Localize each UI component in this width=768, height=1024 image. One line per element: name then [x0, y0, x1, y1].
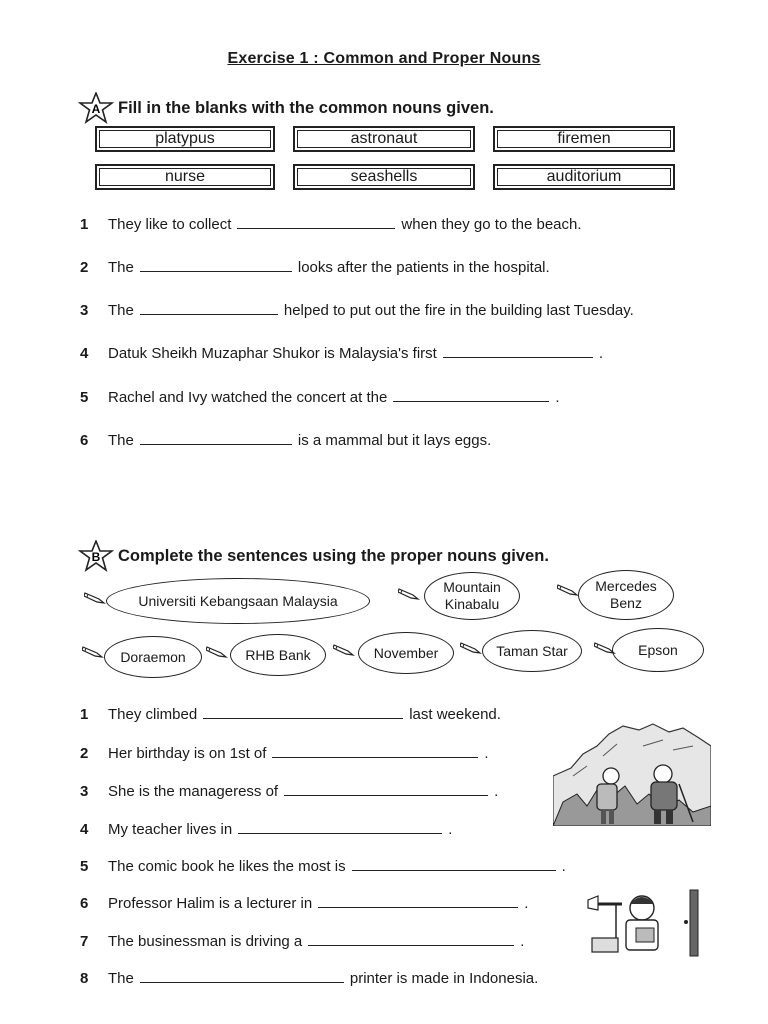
answer-blank[interactable]: [238, 821, 442, 834]
pencil-icon: [333, 642, 355, 656]
pencil-icon: [206, 644, 228, 658]
question-number: 7: [80, 933, 89, 950]
question-text: .: [561, 858, 566, 875]
section-b-instruction: Complete the sentences using the proper nouns given.: [118, 546, 549, 565]
answer-blank[interactable]: [284, 783, 488, 796]
answer-blank[interactable]: [393, 389, 549, 402]
question-text: helped to put out the fire in the building last Tuesday.: [283, 302, 634, 319]
question-b-6: [80, 895, 528, 912]
question-number: 5: [80, 389, 89, 406]
question-number: 1: [80, 216, 89, 233]
question-text: Her birthday is on 1st of: [108, 745, 267, 762]
word-box-astronaut: astronaut: [293, 126, 475, 152]
mountain-climbers-illustration: [553, 716, 711, 826]
pencil-icon: [84, 590, 106, 604]
question-text: They like to collect: [108, 216, 232, 233]
question-number: 5: [80, 858, 89, 875]
section-a-badge: A: [91, 102, 101, 116]
word-oval-mercedes-benz: Mercedes Benz: [578, 570, 674, 620]
word-oval-epson: Epson: [612, 628, 704, 672]
answer-blank[interactable]: [272, 745, 478, 758]
question-number: 4: [80, 821, 89, 838]
boy-reading-illustration: [586, 888, 702, 958]
answer-blank[interactable]: [140, 970, 344, 983]
section-b-heading: [78, 540, 549, 572]
star-badge-icon: [78, 540, 114, 572]
question-b-4: [80, 821, 452, 838]
question-text: The: [108, 970, 134, 987]
question-a-2: [80, 259, 550, 276]
answer-blank[interactable]: [140, 432, 292, 445]
question-number: 3: [80, 783, 89, 800]
star-badge-icon: [78, 92, 114, 124]
question-text: Rachel and Ivy watched the concert at the: [108, 389, 388, 406]
answer-blank[interactable]: [203, 706, 403, 719]
answer-blank[interactable]: [318, 895, 518, 908]
answer-blank[interactable]: [308, 933, 514, 946]
question-text: Datuk Sheikh Muzaphar Shukor is Malaysia's first: [108, 345, 437, 362]
question-a-3: [80, 302, 634, 319]
question-number: 2: [80, 745, 89, 762]
question-text: Professor Halim is a lecturer in: [108, 895, 313, 912]
pencil-icon: [460, 640, 482, 654]
word-oval-doraemon: Doraemon: [104, 636, 202, 678]
pencil-icon: [82, 644, 104, 658]
question-text: is a mammal but it lays eggs.: [297, 432, 492, 449]
question-number: 8: [80, 970, 89, 987]
question-text: .: [555, 389, 560, 406]
question-text: .: [520, 933, 525, 950]
word-box-platypus: platypus: [95, 126, 275, 152]
word-box-firemen: firemen: [493, 126, 675, 152]
word-oval-november: November: [358, 632, 454, 674]
question-a-5: [80, 389, 560, 406]
question-text: when they go to the beach.: [401, 216, 582, 233]
question-a-1: [80, 216, 582, 233]
question-b-7: [80, 933, 524, 950]
question-number: 6: [80, 895, 89, 912]
word-box-nurse: nurse: [95, 164, 275, 190]
question-a-4: [80, 345, 603, 362]
question-b-3: [80, 783, 498, 800]
question-number: 6: [80, 432, 89, 449]
pencil-icon: [557, 582, 579, 596]
question-text: The: [108, 259, 134, 276]
question-a-6: [80, 432, 491, 449]
question-b-8: [80, 970, 538, 987]
question-number: 3: [80, 302, 89, 319]
answer-blank[interactable]: [443, 345, 593, 358]
word-oval-rhb-bank: RHB Bank: [230, 634, 326, 676]
question-text: They climbed: [108, 706, 198, 723]
question-text: The comic book he likes the most is: [108, 858, 346, 875]
answer-blank[interactable]: [352, 858, 556, 871]
question-text: She is the manageress of: [108, 783, 279, 800]
answer-blank[interactable]: [237, 216, 395, 229]
word-box-auditorium: auditorium: [493, 164, 675, 190]
section-b-badge: B: [91, 550, 101, 564]
answer-blank[interactable]: [140, 259, 292, 272]
question-text: .: [448, 821, 453, 838]
question-text: .: [524, 895, 529, 912]
word-oval-taman-star: Taman Star: [482, 630, 582, 672]
question-text: The: [108, 302, 134, 319]
question-number: 4: [80, 345, 89, 362]
section-a-heading: [78, 92, 494, 124]
word-box-seashells: seashells: [293, 164, 475, 190]
page-title: Exercise 1 : Common and Proper Nouns: [227, 50, 541, 67]
question-text: My teacher lives in: [108, 821, 233, 838]
pencil-icon: [398, 586, 420, 600]
section-a-instruction: Fill in the blanks with the common nouns given.: [118, 98, 494, 117]
question-b-1: [80, 706, 501, 723]
question-text: last weekend.: [409, 706, 501, 723]
question-text: .: [484, 745, 489, 762]
question-text: looks after the patients in the hospital.: [297, 259, 550, 276]
question-text: .: [494, 783, 499, 800]
answer-blank[interactable]: [140, 302, 278, 315]
question-b-5: [80, 858, 566, 875]
question-text: The businessman is driving a: [108, 933, 303, 950]
question-text: printer is made in Indonesia.: [349, 970, 539, 987]
word-oval-universiti: Universiti Kebangsaan Malaysia: [106, 578, 370, 624]
word-oval-mountain-kinabalu: Mountain Kinabalu: [424, 572, 520, 620]
question-text: .: [598, 345, 603, 362]
question-b-2: [80, 745, 489, 762]
question-number: 2: [80, 259, 89, 276]
question-number: 1: [80, 706, 89, 723]
question-text: The: [108, 432, 134, 449]
